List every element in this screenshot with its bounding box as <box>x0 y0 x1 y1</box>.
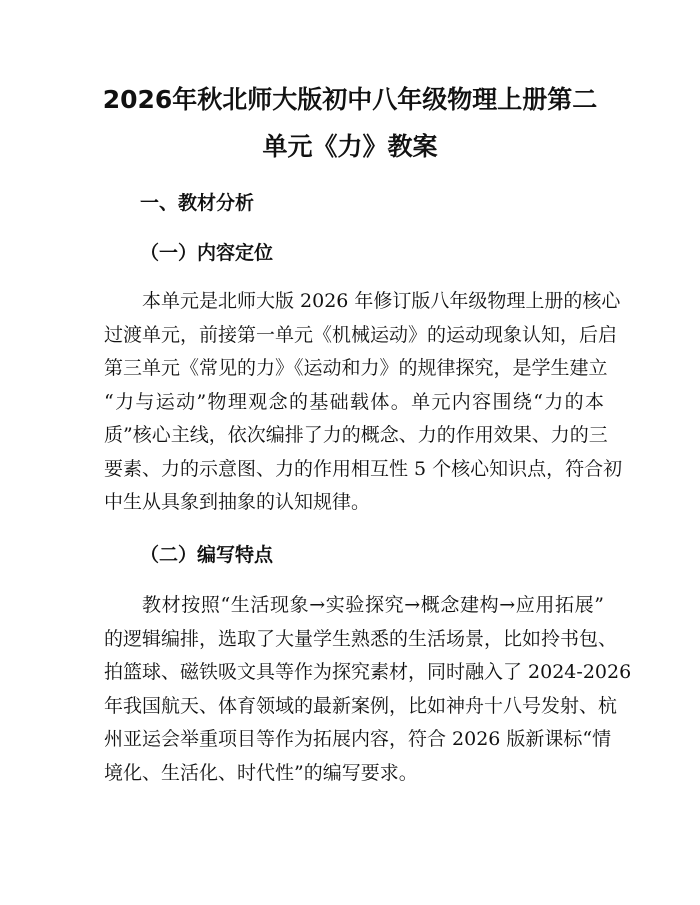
paragraph-line: 州亚运会举重项目等作为拓展内容，符合 2026 版新课标“情 <box>104 728 612 750</box>
paragraph-line: 中生从具象到抽象的认知规律。 <box>104 491 371 513</box>
subsection-heading-content-positioning: （一）内容定位 <box>140 242 274 264</box>
paragraph-line: 要素、力的示意图、力的作用相互性 5 个核心知识点，符合初 <box>104 457 623 480</box>
document-title-line-2: 单元《力》教案 <box>262 132 438 161</box>
document-title-line-1: 2026年秋北师大版初中八年级物理上册第二 <box>102 85 598 114</box>
paragraph-line: 境化、生活化、时代性”的编写要求。 <box>104 761 418 784</box>
paragraph-line: 教材按照“生活现象→实验探究→概念建构→应用拓展” <box>142 594 604 616</box>
paragraph-line: 拍篮球、磁铁吸文具等作为探究素材，同时融入了 2024-2026 <box>104 661 632 683</box>
paragraph-line: 第三单元《常见的力》《运动和力》的规律探究，是学生建立 <box>104 357 608 379</box>
subsection-heading-writing-features: （二）编写特点 <box>140 544 274 566</box>
section-heading-textbook-analysis: 一、教材分析 <box>140 192 255 214</box>
paragraph-line: 年我国航天、体育领域的最新案例，比如神舟十八号发射、杭 <box>104 694 618 717</box>
paragraph-line: 过渡单元，前接第一单元《机械运动》的运动现象认知，后启 <box>104 323 618 346</box>
paragraph-writing-features <box>104 592 632 793</box>
paragraph-line: 本单元是北师大版 2026 年修订版八年级物理上册的核心 <box>142 290 621 312</box>
paragraph-line: “力与运动”物理观念的基础载体。单元内容围绕“力的本 <box>104 390 604 413</box>
paragraph-line: 的逻辑编排，选取了大量学生熟悉的生活场景，比如拎书包、 <box>104 627 618 650</box>
paragraph-content-positioning <box>104 288 623 523</box>
paragraph-line: 质”核心主线，依次编排了力的概念、力的作用效果、力的三 <box>104 424 608 446</box>
